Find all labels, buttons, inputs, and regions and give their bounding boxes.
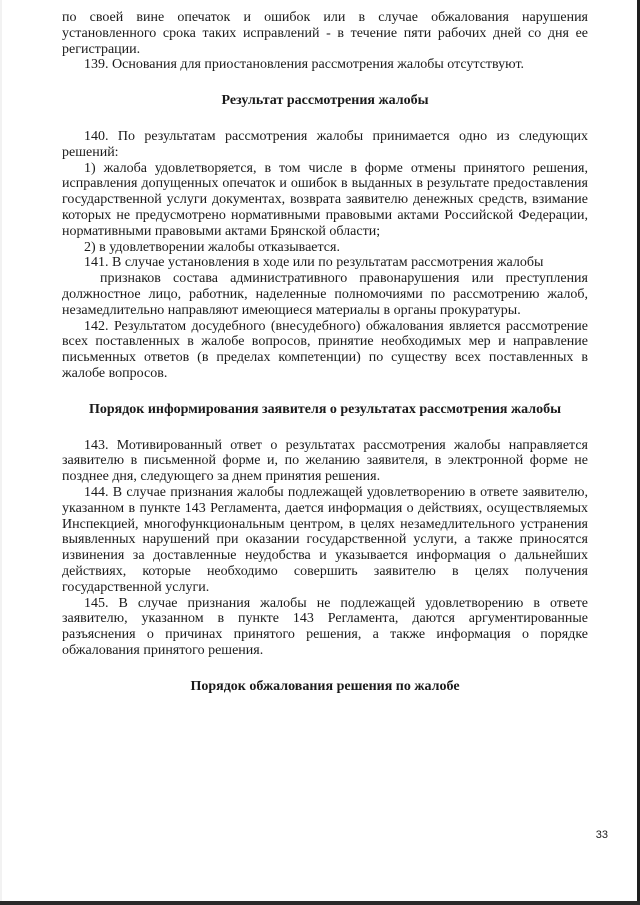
- scan-edge-bottom: [0, 901, 640, 905]
- heading-result: Результат рассмотрения жалобы: [221, 93, 429, 109]
- page-number: 33: [595, 829, 608, 841]
- document-body: [62, 10, 588, 694]
- paragraph-139: 139. Основания для приостановления рассмотрения жалобы отсутствуют.: [84, 57, 525, 73]
- paragraph-continuation: по своей вине опечаток и ошибок или в случае обжалования нарушения установленного срока таких исправлений - в течение пяти рабочих дней со дня ее регистрации.: [62, 10, 588, 57]
- scan-edge-left: [0, 0, 2, 905]
- paragraph-140: 140. По результатам рассмотрения жалобы принимается одно из следующих решений:: [62, 128, 588, 160]
- paragraph-140-item-2: 2) в удовлетворении жалобы отказывается.: [84, 239, 340, 255]
- heading-inform: Порядок информирования заявителя о результатах рассмотрения жалобы: [88, 401, 562, 417]
- paragraph-145: 145. В случае признания жалобы не подлежащей удовлетворению в ответе заявителю, указанном в пункте 143 Регламента, даются аргументированные разъяснения о причинах принятого решения, а также информация о порядке обжалования принятого решения.: [62, 595, 588, 658]
- paragraph-144: 144. В случае признания жалобы подлежащей удовлетворению в ответе заявителю, указанном в пункте 143 Регламента, дается информация о действиях, осуществляемых Инспекцией, многофункциональным центром, в целях незамедлительного устранения выявленных нарушений при оказании государственной услуги, а также приносятся извинения за доставленные неудобства и указывается информация о дальнейших действиях, которые необходимо совершить заявителю в целях получения государственной услуги.: [62, 484, 588, 595]
- heading-appeal: Порядок обжалования решения по жалобе: [190, 678, 460, 694]
- paragraph-143: 143. Мотивированный ответ о результатах рассмотрения жалобы направляется заявителю в письменной форме и, по желанию заявителя, в электронной форме не позднее дня, следующего за днем принятия решения.: [62, 437, 588, 485]
- paragraph-142: 142. Результатом досудебного (внесудебного) обжалования является рассмотрение всех поставленных в жалобе вопросов, принятие необходимых мер и направление письменных ответов (в пределах компетенции) по существу всех поставленных в жалобе вопросов.: [62, 318, 588, 381]
- paragraph-141-line: 141. В случае установления в ходе или по результатам рассмотрения жалобы: [84, 255, 544, 271]
- paragraph-141-body: признаков состава административного правонарушения или преступления должностное лицо, работник, наделенные полномочиями по рассмотрению жалоб, незамедлительно направляют имеющиеся материалы в органы прокуратуры.: [62, 271, 588, 318]
- paragraph-140-item-1: 1) жалоба удовлетворяется, в том числе в форме отмены принятого решения, исправления допущенных опечаток и ошибок в выданных в результате предоставления государственной услуги документах, возврата заявителю денежных средств, взимание которых не предусмотрено нормативными правовыми актами Российской Федерации, нормативными правовыми актами Брянской области;: [62, 160, 588, 239]
